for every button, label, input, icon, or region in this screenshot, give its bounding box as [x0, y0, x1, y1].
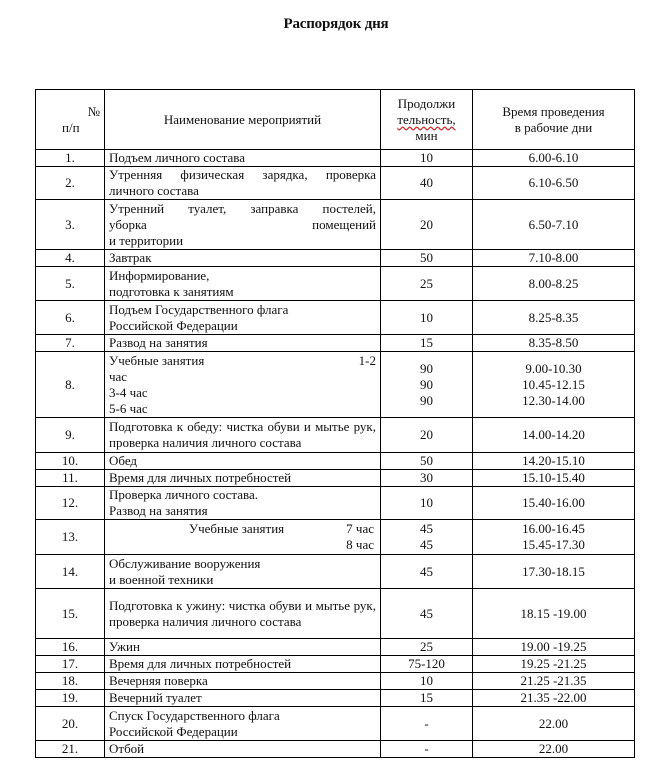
row-duration: 50: [381, 250, 473, 267]
row-time: 21.35 -22.00: [473, 690, 635, 707]
header-duration-line2: тельность,: [397, 111, 456, 127]
activity-hour: 7 час: [346, 521, 374, 536]
duration-value: 90: [420, 360, 433, 376]
row-duration: 30: [381, 470, 473, 487]
row-number: 21.: [36, 741, 105, 758]
row-time: 8.35-8.50: [473, 335, 635, 352]
row-number: 17.: [36, 656, 105, 673]
row-duration: -: [381, 741, 473, 758]
row-activity: [105, 520, 381, 555]
row-time: 15.10-15.40: [473, 470, 635, 487]
table-row: [36, 352, 635, 418]
time-value: 12.30-14.00: [522, 392, 585, 408]
table-row: [36, 335, 635, 352]
table-row: [36, 656, 635, 673]
activity-line: Развод на занятия: [109, 503, 208, 518]
row-duration: [381, 520, 473, 555]
duration-value: 45: [420, 521, 433, 536]
row-activity: Утренний туалет, заправка постелей, уборка помещений и территории: [105, 200, 381, 250]
row-activity: Отбой: [105, 741, 381, 758]
header-time: [473, 90, 635, 150]
row-duration: 45: [381, 589, 473, 639]
row-activity: [105, 352, 381, 418]
row-activity: [105, 267, 381, 301]
row-duration: 20: [381, 200, 473, 250]
time-value: 15.45-17.30: [522, 537, 585, 552]
row-activity: Развод на занятия: [105, 335, 381, 352]
table-row: [36, 453, 635, 470]
row-duration: 15: [381, 335, 473, 352]
header-number-line2: п/п: [62, 119, 80, 135]
row-duration: 15: [381, 690, 473, 707]
header-number-line1: №: [87, 103, 100, 119]
row-number: 18.: [36, 673, 105, 690]
activity-part: уборка: [109, 216, 147, 232]
row-activity: Завтрак: [105, 250, 381, 267]
row-duration: 20: [381, 418, 473, 453]
row-time: 14.00-14.20: [473, 418, 635, 453]
header-duration-line1: Продолжи: [397, 95, 456, 111]
activity-hour: 8 час: [346, 537, 374, 552]
row-activity: Ужин: [105, 639, 381, 656]
time-value: 16.00-16.45: [522, 521, 585, 536]
time-value: 9.00-10.30: [525, 360, 582, 376]
page-title: Распорядок дня: [283, 16, 389, 32]
activity-line: Российской Федерации: [109, 723, 238, 739]
table-row: [36, 267, 635, 301]
activity-part: Учебные занятия: [109, 352, 205, 368]
row-activity: Подъем личного состава: [105, 150, 381, 167]
row-activity: [105, 555, 381, 589]
row-duration: -: [381, 707, 473, 741]
row-duration: 25: [381, 267, 473, 301]
activity-label: Учебные занятия: [188, 521, 285, 536]
row-time: 6.50-7.10: [473, 200, 635, 250]
duration-value: 45: [420, 537, 433, 552]
activity-line: Российской Федерации: [109, 317, 238, 333]
row-time: [473, 520, 635, 555]
activity-line: 3-4 час: [109, 384, 148, 400]
row-duration: 10: [381, 150, 473, 167]
row-time: 22.00: [473, 741, 635, 758]
row-number: 7.: [36, 335, 105, 352]
header-number: [36, 90, 105, 150]
header-time-line2: в рабочие дни: [514, 119, 593, 135]
row-time: 21.25 -21.35: [473, 673, 635, 690]
row-duration: 40: [381, 167, 473, 200]
table-row: [36, 301, 635, 335]
row-number: 13.: [36, 520, 105, 555]
row-time: 19.25 -21.25: [473, 656, 635, 673]
table-row: [36, 520, 635, 555]
row-duration: 50: [381, 453, 473, 470]
table-header-row: [36, 90, 635, 150]
activity-line: 5-6 час: [109, 400, 148, 416]
row-duration: 10: [381, 487, 473, 520]
row-activity: Время для личных потребностей: [105, 656, 381, 673]
activity-line: и военной техники: [109, 571, 214, 587]
row-duration: [381, 352, 473, 418]
row-number: 9.: [36, 418, 105, 453]
row-activity: Обед: [105, 453, 381, 470]
table-row: [36, 589, 635, 639]
table-row: [36, 673, 635, 690]
row-duration: 25: [381, 639, 473, 656]
activity-part: 1-2: [358, 352, 376, 368]
row-time: 8.25-8.35: [473, 301, 635, 335]
row-activity: [105, 707, 381, 741]
row-duration: 10: [381, 673, 473, 690]
activity-part: помещений: [312, 216, 376, 232]
activity-line: подготовка к занятиям: [109, 283, 234, 299]
row-activity: [105, 301, 381, 335]
table-row: [36, 690, 635, 707]
row-number: 4.: [36, 250, 105, 267]
activity-line: Проверка личного состава.: [109, 487, 259, 502]
table-row: [36, 418, 635, 453]
row-activity: Вечерний туалет: [105, 690, 381, 707]
activity-line: час: [109, 368, 128, 384]
table-row: [36, 150, 635, 167]
row-activity: Вечерняя поверка: [105, 673, 381, 690]
table-row: [36, 200, 635, 250]
row-number: 11.: [36, 470, 105, 487]
header-name: Наименование мероприятий: [105, 90, 381, 150]
row-time: 19.00 -19.25: [473, 639, 635, 656]
table-row: [36, 487, 635, 520]
row-time: [473, 352, 635, 418]
row-time: 14.20-15.10: [473, 453, 635, 470]
row-time: 8.00-8.25: [473, 267, 635, 301]
row-duration: 10: [381, 301, 473, 335]
row-number: 14.: [36, 555, 105, 589]
activity-line: и территории: [109, 232, 184, 248]
row-number: 15.: [36, 589, 105, 639]
schedule-table: [35, 89, 635, 758]
table-row: [36, 470, 635, 487]
row-activity: Утренняя физическая зарядка, проверка личного состава: [105, 167, 381, 200]
row-time: 17.30-18.15: [473, 555, 635, 589]
row-number: 1.: [36, 150, 105, 167]
row-time: 18.15 -19.00: [473, 589, 635, 639]
duration-value: 90: [420, 392, 433, 408]
duration-value: 90: [420, 376, 433, 392]
row-time: 15.40-16.00: [473, 487, 635, 520]
activity-line: Спуск Государственного флага: [109, 707, 280, 723]
row-number: 2.: [36, 167, 105, 200]
activity-line: Информирование,: [109, 267, 210, 283]
activity-line: Обслуживание вооружения: [109, 555, 261, 571]
table-row: [36, 639, 635, 656]
row-number: 19.: [36, 690, 105, 707]
row-time: 22.00: [473, 707, 635, 741]
table-row: [36, 250, 635, 267]
row-duration: 45: [381, 555, 473, 589]
row-number: 3.: [36, 200, 105, 250]
row-duration: 75-120: [381, 656, 473, 673]
row-activity: Время для личных потребностей: [105, 470, 381, 487]
row-number: 5.: [36, 267, 105, 301]
time-value: 10.45-12.15: [522, 376, 585, 392]
table-row: [36, 707, 635, 741]
row-time: 6.00-6.10: [473, 150, 635, 167]
table-row: [36, 741, 635, 758]
table-row: [36, 555, 635, 589]
row-time: 6.10-6.50: [473, 167, 635, 200]
header-duration-line3: мин: [415, 127, 438, 143]
row-number: 6.: [36, 301, 105, 335]
row-activity: Подготовка к ужину: чистка обуви и мытье рук, проверка наличия личного состава: [105, 589, 381, 639]
row-number: 20.: [36, 707, 105, 741]
row-number: 8.: [36, 352, 105, 418]
row-number: 12.: [36, 487, 105, 520]
header-time-line1: Время проведения: [502, 103, 605, 119]
row-time: 7.10-8.00: [473, 250, 635, 267]
row-number: 16.: [36, 639, 105, 656]
row-activity: [105, 487, 381, 520]
header-duration: [381, 90, 473, 150]
activity-line: Подъем Государственного флага: [109, 301, 289, 317]
row-activity: Подготовка к обеду: чистка обуви и мытье рук, проверка наличия личного состава: [105, 418, 381, 453]
table-row: [36, 167, 635, 200]
row-number: 10.: [36, 453, 105, 470]
